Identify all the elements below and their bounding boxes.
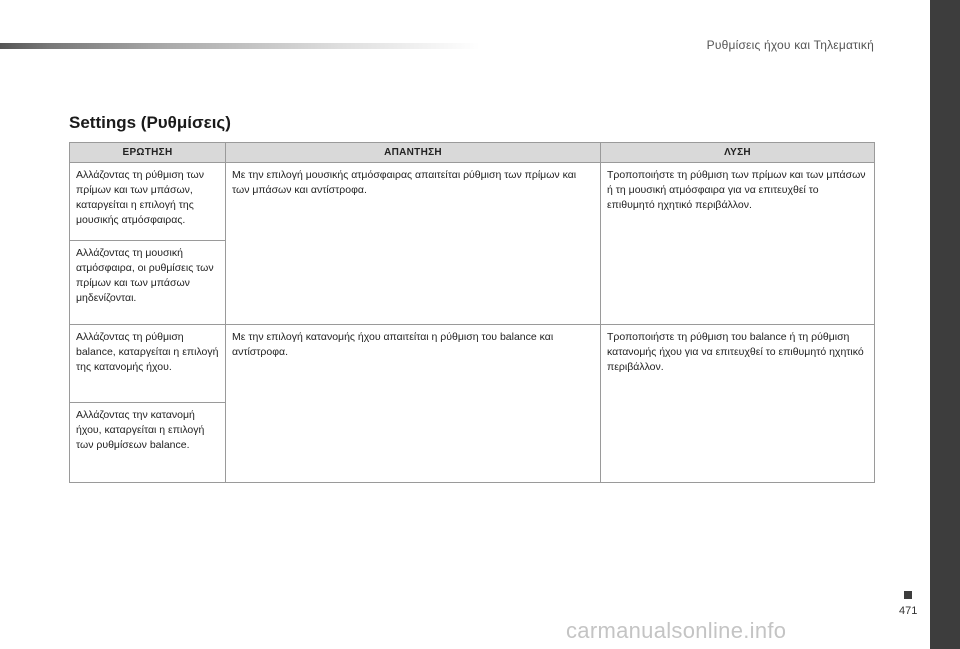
chapter-title: Ρυθμίσεις ήχου και Τηλεματική [706, 38, 874, 52]
answer-cell: Με την επιλογή κατανομής ήχου απαιτείται η ρύθμιση του balance και αντίστροφα. [226, 325, 601, 483]
solution-cell: Τροποποιήστε τη ρύθμιση του balance ή τη ρύθμιση κατανομής ήχου για να επιτευχθεί το επιθυμητό ηχητικό περιβάλλον. [601, 325, 875, 483]
answer-cell: Με την επιλογή μουσικής ατμόσφαιρας απαιτείται ρύθμιση των πρίμων και των μπάσων και αντίστροφα. [226, 163, 601, 325]
solution-cell: Τροποποιήστε τη ρύθμιση των πρίμων και των μπάσων ή τη μουσική ατμόσφαιρα για να επιτευχθεί το επιθυμητό ηχητικό περιβάλλον. [601, 163, 875, 325]
question-cell: Αλλάζοντας τη ρύθμιση των πρίμων και των μπάσων, καταργείται η επιλογή της μουσικής ατμόσφαιρας. [70, 163, 226, 241]
side-tab-strip [930, 0, 960, 649]
page-number: 471 [899, 605, 918, 617]
question-cell: Αλλάζοντας την κατανομή ήχου, καταργείται η επιλογή των ρυθμίσεων balance. [70, 403, 226, 483]
page-marker-icon [904, 591, 912, 599]
question-cell: Αλλάζοντας τη ρύθμιση balance, καταργείται η επιλογή της κατανομής ήχου. [70, 325, 226, 403]
column-header-solution: ΛΥΣΗ [601, 143, 875, 163]
header-gradient-bar [0, 43, 480, 49]
column-header-question: ΕΡΩΤΗΣΗ [70, 143, 226, 163]
watermark: carmanualsonline.info [566, 618, 787, 643]
table-row [70, 163, 875, 241]
faq-table [69, 142, 875, 483]
table-row [70, 325, 875, 403]
table-header-row [70, 143, 875, 163]
question-cell: Αλλάζοντας τη μουσική ατμόσφαιρα, οι ρυθμίσεις των πρίμων και των μπάσων μηδενίζονται. [70, 241, 226, 325]
section-title: Settings (Ρυθμίσεις) [69, 113, 231, 132]
column-header-answer: ΑΠΑΝΤΗΣΗ [226, 143, 601, 163]
